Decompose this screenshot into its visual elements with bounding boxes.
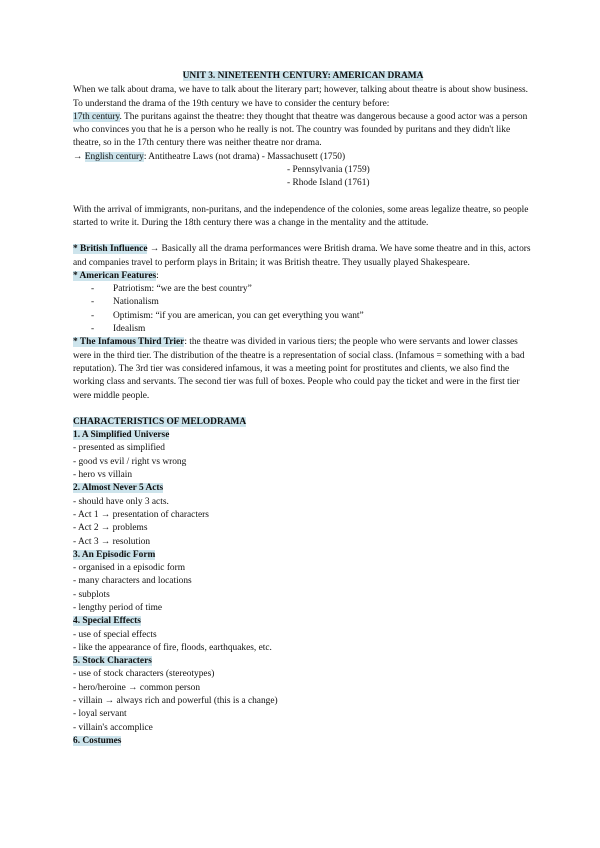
- page-title: UNIT 3. NINETEENTH CENTURY: AMERICAN DRAMA: [182, 71, 424, 81]
- document-page: [73, 70, 533, 748]
- section-line: - use of stock characters (stereotypes): [73, 669, 215, 680]
- melodrama-sections: [73, 429, 533, 748]
- section-line: - good vs evil / right vs wrong: [73, 456, 187, 467]
- section-line: - like the appearance of fire, floods, earthquakes, etc.: [73, 642, 272, 653]
- c17-label: 17th century: [73, 111, 120, 122]
- section-line: - hero vs villain: [73, 470, 133, 481]
- law-rhode-island: - Rhode Island (1761): [287, 178, 370, 189]
- section-line: - presented as simplified: [73, 443, 165, 454]
- section-title: 4. Special Effects: [73, 616, 141, 627]
- section-line: - lengthy period of time: [73, 602, 163, 613]
- list-item: - Nationalism: [73, 296, 533, 309]
- section-line: - organised in a episodic form: [73, 563, 186, 574]
- section-title: 2. Almost Never 5 Acts: [73, 483, 164, 494]
- section-line: - hero/heroine → common person: [73, 682, 201, 693]
- section-line: - loyal servant: [73, 709, 127, 720]
- c17-paragraph: 17th century. The puritans against the theatre: they thought that theatre was dangerous because a good actor was a person who convinces you that he is a person who he really is not. The country was founded by puritans and they didn't like theatre, so in the 17th century there was neither theatre nor drama.: [73, 111, 528, 149]
- section-line: - villain → always rich and powerful (this is a change): [73, 696, 278, 707]
- intro-paragraph: When we talk about drama, we have to talk about the literary part; however, talking about theatre is about show business. To understand the drama of the 19th century we have to consider the century before:: [73, 85, 528, 109]
- section-title: 3. An Episodic Form: [73, 549, 156, 560]
- section-line: - use of special effects: [73, 629, 157, 640]
- section-line: - Act 1 → presentation of characters: [73, 509, 209, 520]
- tiers-paragraph: * The Infamous Third Trier: the theatre was divided in various tiers; the people who were servants and lower classes were in the third tier. The distribution of the theatre is a representation of social class. (Infamous = something with a bad reputation). The 3rd tier was considered infamous, it was a meeting point for prostitutes and clients, we also find the working class and servants. The second tier was full of boxes. People who could pay the ticket and were in the first tier were middle people.: [73, 337, 525, 401]
- section-line: - subplots: [73, 589, 110, 600]
- section-line: - should have only 3 acts.: [73, 496, 169, 507]
- tiers-label: * The Infamous Third Trier: [73, 337, 185, 348]
- british-paragraph: * British Influence → Basically all the drama performances were British drama. We have some theatre and in this, actors and companies travel to perform plays in Britain; it was British theatre. They usually played Shakespeare.: [73, 244, 531, 268]
- list-item: - Idealism: [73, 323, 533, 336]
- section-title: 6. Costumes: [73, 735, 122, 746]
- melodrama-heading: CHARACTERISTICS OF MELODRAMA: [73, 416, 247, 427]
- section-line: - Act 2 → problems: [73, 523, 148, 534]
- english-label: English century: [84, 151, 144, 162]
- list-item: - Optimism: “if you are american, you can get everything you want”: [73, 310, 533, 323]
- section-line: - many characters and locations: [73, 576, 192, 587]
- arrival-paragraph: With the arrival of immigrants, non-puritans, and the independence of the colonies, some areas legalize theatre, so people started to write it. During the 18th century there was a change in the mentality and the attitude.: [73, 204, 529, 228]
- british-label: * British Influence: [73, 244, 148, 255]
- section-title: 5. Stock Characters: [73, 656, 152, 667]
- law-pennsylvania: - Pennsylvania (1759): [287, 165, 370, 176]
- section-line: - Act 3 → resolution: [73, 536, 151, 547]
- antitheatre-laws: → English century: Antitheatre Laws (not drama) - Massachusett (1750) - Pennsylvania (1759) - Rhode Island (1761): [73, 151, 533, 191]
- section-line: - villain's accomplice: [73, 722, 153, 733]
- american-features-list: [73, 283, 533, 336]
- list-item: - Patriotism: “we are the best country”: [73, 283, 533, 296]
- section-title: 1. A Simplified Universe: [73, 430, 170, 441]
- american-heading: * American Features:: [73, 270, 159, 281]
